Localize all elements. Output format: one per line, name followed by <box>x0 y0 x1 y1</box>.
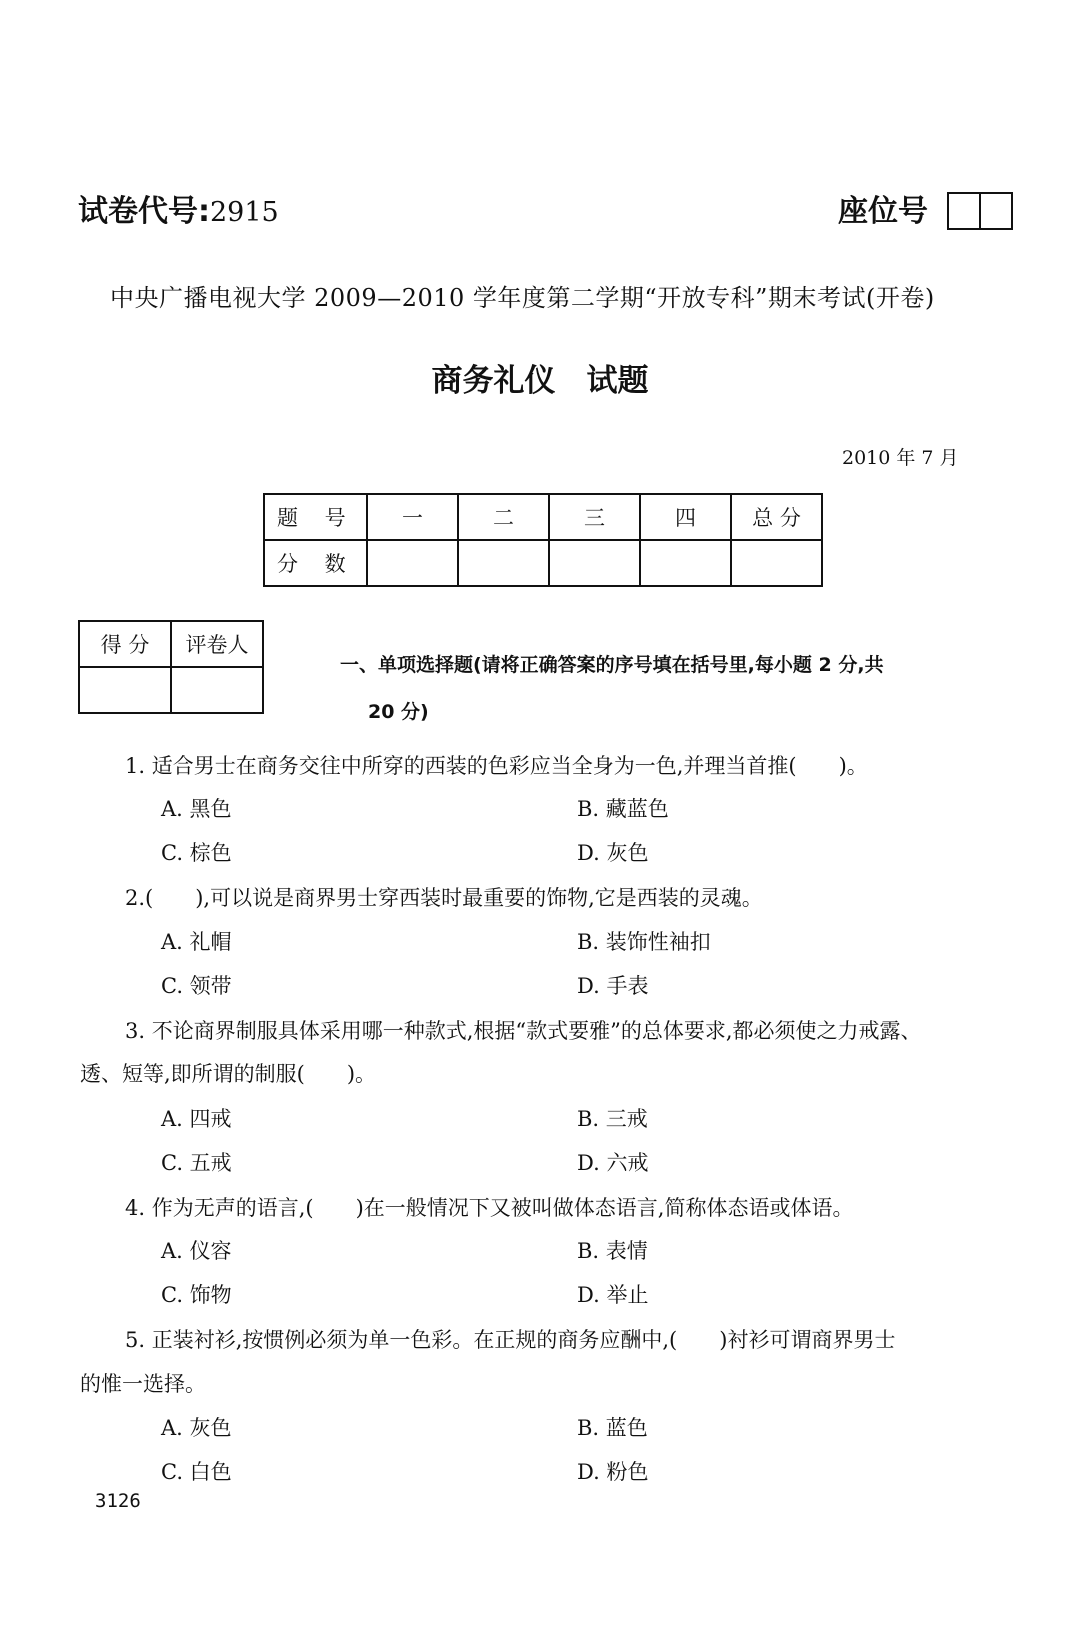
score-table-cell: 二 <box>458 494 549 540</box>
score-table-cell: 三 <box>549 494 640 540</box>
exam-code <box>78 186 279 230</box>
option-b: B. 藏蓝色 <box>577 797 669 821</box>
option-b: B. 蓝色 <box>577 1416 648 1440</box>
option-a: A. 黑色 <box>161 797 232 821</box>
exam-code-value: 2915 <box>210 197 279 228</box>
option-d: D. 举止 <box>577 1283 649 1307</box>
option-c: C. 饰物 <box>161 1283 232 1307</box>
question-stem: 5. 正装衬衫,按惯例必须为单一色彩。在正规的商务应酬中,( )衬衫可谓商界男士 <box>125 1328 896 1352</box>
grader-table <box>78 620 264 714</box>
option-b: B. 三戒 <box>577 1107 648 1131</box>
score-table-header-row <box>264 494 822 540</box>
option-b: B. 装饰性袖扣 <box>577 930 711 954</box>
exam-code-label: 试卷代号: <box>78 194 210 229</box>
option-d: D. 粉色 <box>577 1460 649 1484</box>
option-c: C. 五戒 <box>161 1151 232 1175</box>
grader-name-cell[interactable] <box>171 667 263 713</box>
score-table-cell: 一 <box>367 494 458 540</box>
university-line: 中央广播电视大学 2009—2010 学年度第二学期“开放专科”期末考试(开卷) <box>110 284 935 312</box>
score-table-cell: 总 分 <box>731 494 822 540</box>
option-a: A. 灰色 <box>161 1416 232 1440</box>
grader-score-cell[interactable] <box>79 667 171 713</box>
option-c: C. 棕色 <box>161 841 232 865</box>
score-input-cell[interactable] <box>367 540 458 586</box>
score-table-cell: 四 <box>640 494 731 540</box>
option-d: D. 六戒 <box>577 1151 649 1175</box>
option-c: C. 白色 <box>161 1460 232 1484</box>
option-a: A. 仪容 <box>161 1239 232 1263</box>
score-table-cell: 分 数 <box>264 540 367 586</box>
question-stem: 1. 适合男士在商务交往中所穿的西装的色彩应当全身为一色,并理当首推( )。 <box>125 754 868 778</box>
exam-date: 2010 年 7 月 <box>842 447 959 469</box>
question-stem: 4. 作为无声的语言,( )在一般情况下又被叫做体态语言,简称体态语或体语。 <box>125 1196 854 1220</box>
section-heading-cont: 20 分) <box>368 701 429 723</box>
grader-name-header: 评卷人 <box>171 621 263 667</box>
score-input-cell[interactable] <box>458 540 549 586</box>
score-table-score-row <box>264 540 822 586</box>
score-input-cell[interactable] <box>640 540 731 586</box>
question-stem: 3. 不论商界制服具体采用哪一种款式,根据“款式要雅”的总体要求,都必须使之力戒露、 <box>125 1019 922 1043</box>
score-table-cell: 题 号 <box>264 494 367 540</box>
option-d: D. 手表 <box>577 974 649 998</box>
seat-number-boxes[interactable] <box>947 192 1013 230</box>
option-a: A. 礼帽 <box>161 930 232 954</box>
score-input-cell[interactable] <box>549 540 640 586</box>
page-title: 商务礼仪 试题 <box>431 363 649 399</box>
grader-score-header: 得 分 <box>79 621 171 667</box>
page-number: 3126 <box>95 1490 141 1512</box>
question-stem: 2.( ),可以说是商界男士穿西装时最重要的饰物,它是西装的灵魂。 <box>125 886 763 910</box>
seat-number-label: 座位号 <box>838 194 928 229</box>
option-d: D. 灰色 <box>577 841 649 865</box>
option-a: A. 四戒 <box>161 1107 232 1131</box>
question-stem-cont: 透、短等,即所谓的制服( )。 <box>80 1062 377 1086</box>
question-stem-cont: 的惟一选择。 <box>80 1372 206 1396</box>
option-c: C. 领带 <box>161 974 232 998</box>
option-b: B. 表情 <box>577 1239 648 1263</box>
section-heading: 一、单项选择题(请将正确答案的序号填在括号里,每小题 2 分,共 <box>340 654 884 676</box>
score-table <box>263 493 823 587</box>
score-input-cell[interactable] <box>731 540 822 586</box>
